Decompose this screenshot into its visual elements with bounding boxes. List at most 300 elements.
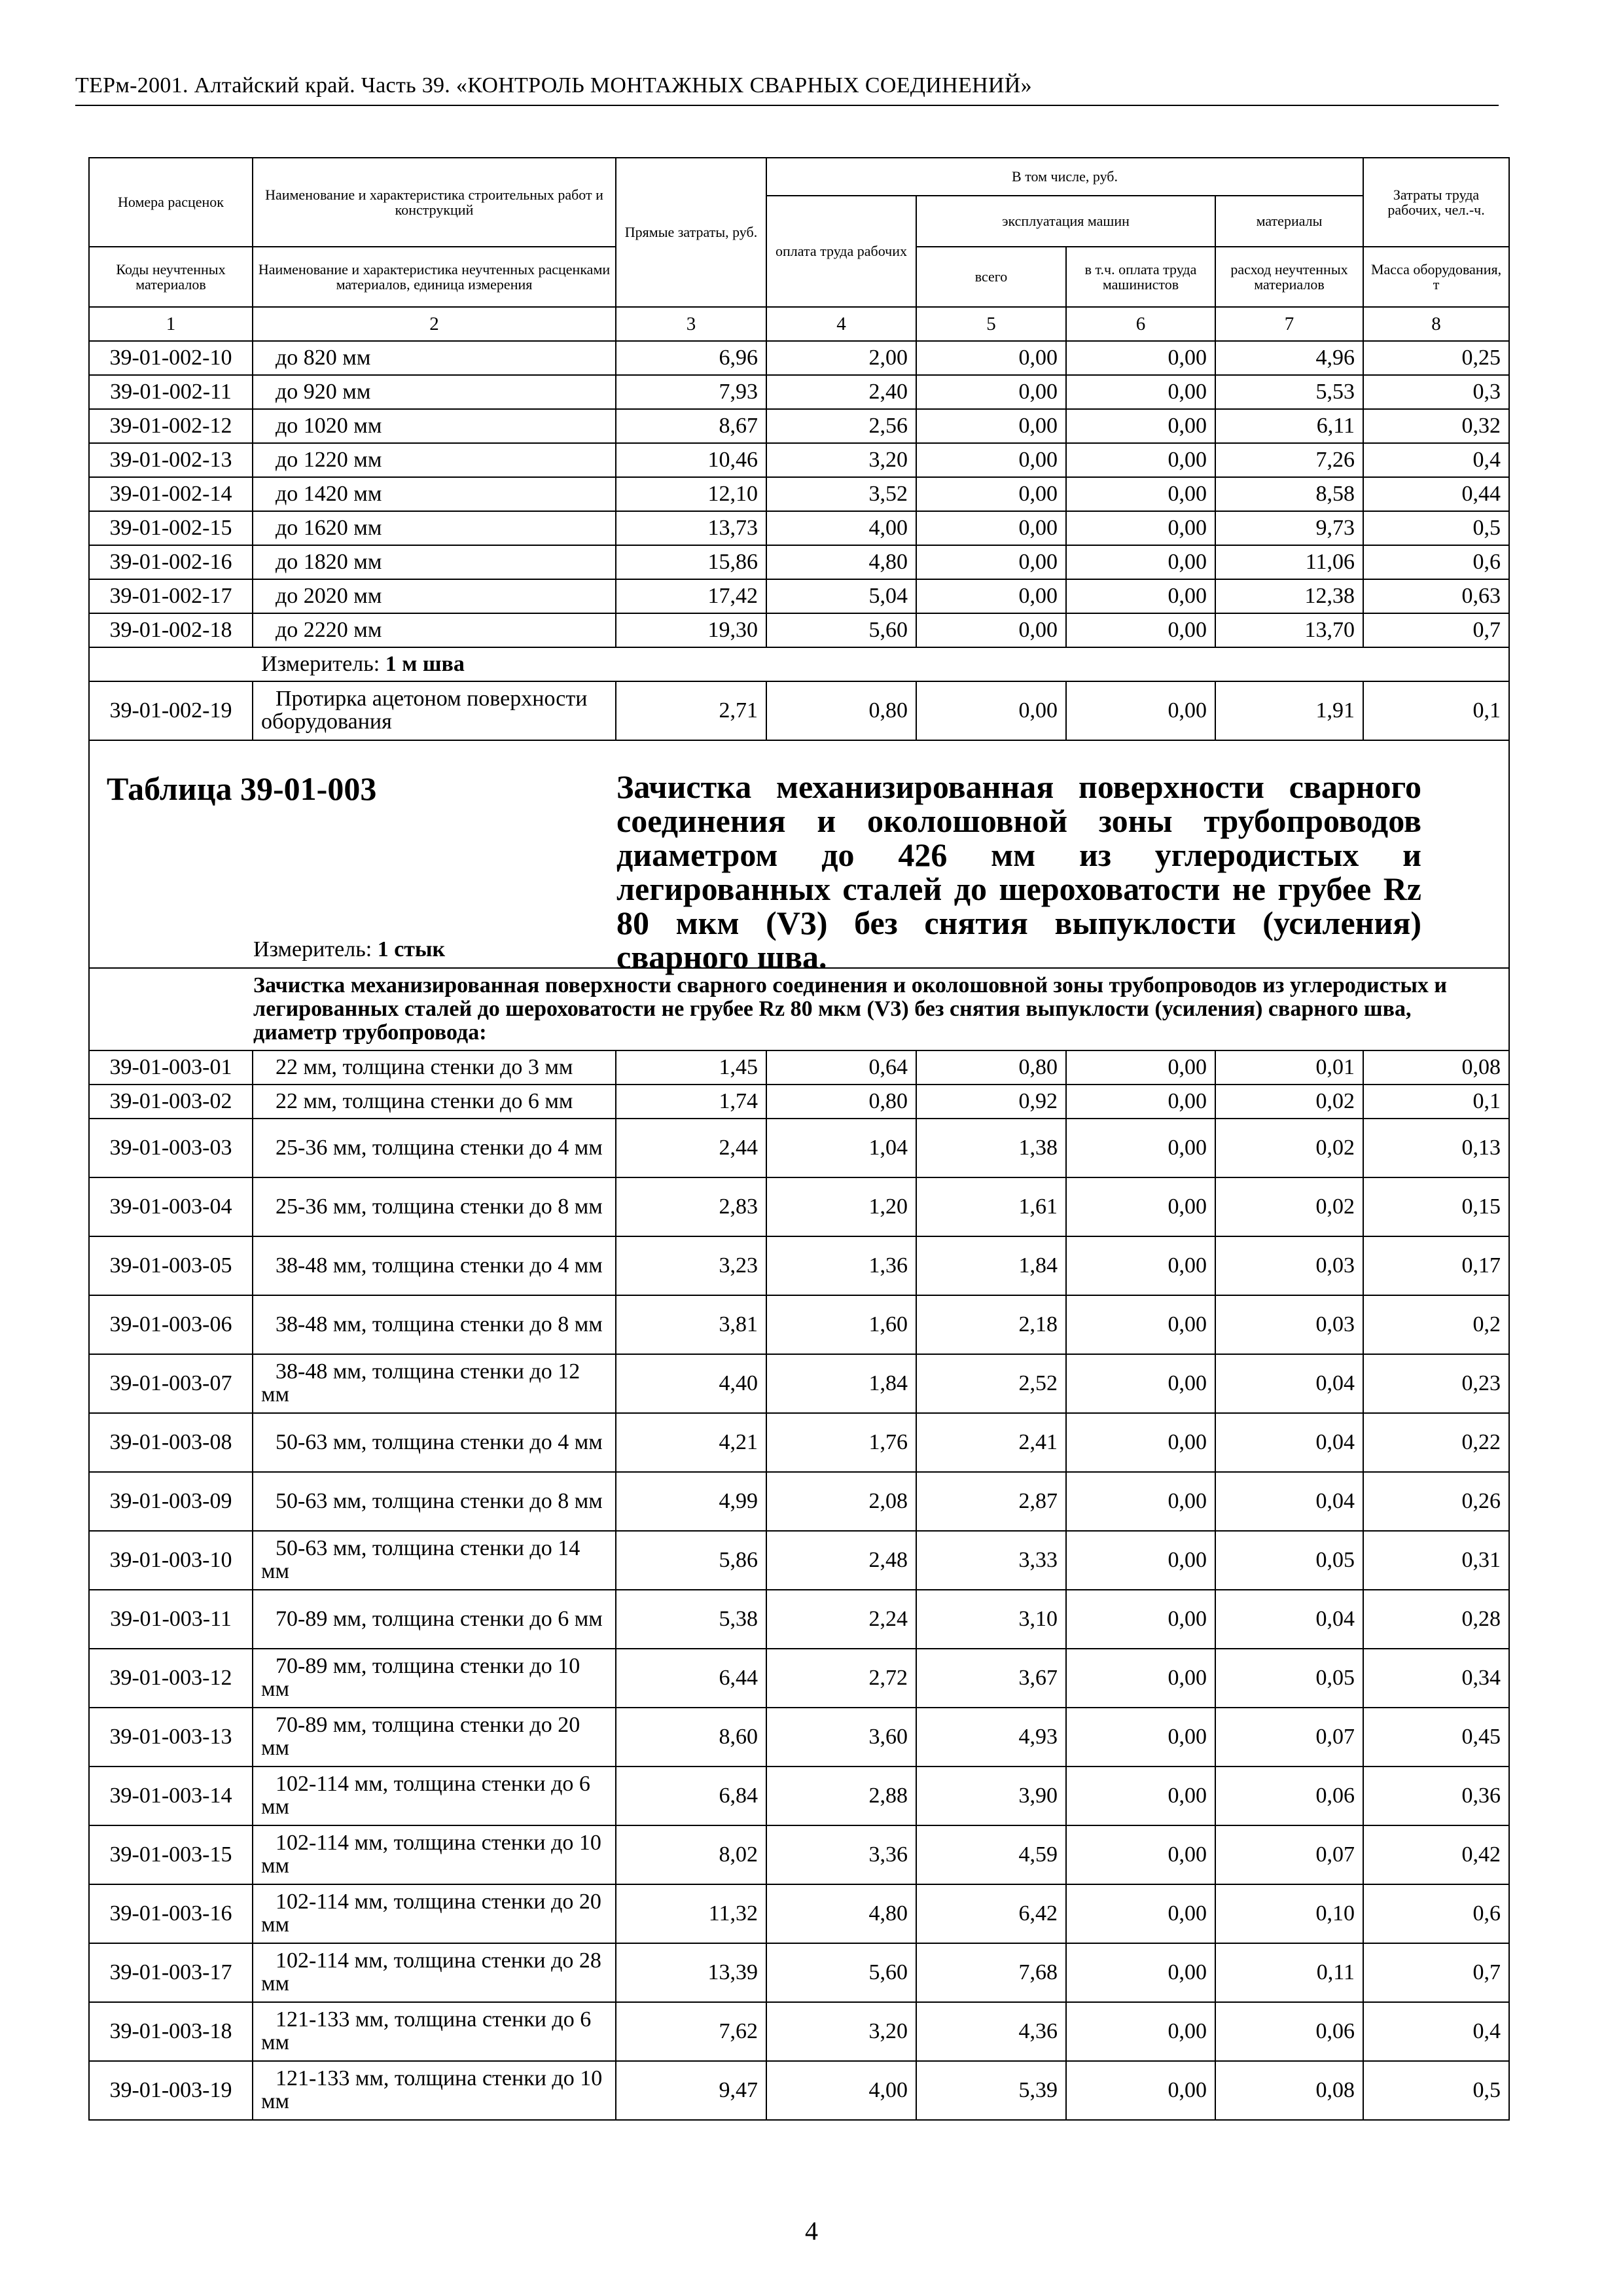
work-name-text: 22 мм, толщина стенки до 3 мм [276,1054,573,1079]
col-num: 2 [253,307,616,341]
machine-cost-cell: 0,92 [916,1085,1066,1119]
materials-cost-cell: 0,11 [1215,1943,1363,2002]
labor-hours-cell: 0,7 [1363,613,1509,647]
direct-cost-cell: 5,86 [616,1531,766,1590]
labor-pay-cell: 2,48 [766,1531,916,1590]
work-name-text: 102-114 мм, толщина стенки до 20 мм [261,1890,601,1937]
labor-hours-cell: 0,17 [1363,1236,1509,1295]
machine-cost-cell: 2,41 [916,1413,1066,1472]
work-name [253,1472,616,1531]
work-name [253,409,616,443]
driver-pay-cell: 0,00 [1066,1708,1215,1767]
work-name-text: до 1620 мм [276,515,382,540]
labor-pay-cell: 1,04 [766,1119,916,1177]
table-row [89,477,1509,511]
materials-cost-cell: 0,01 [1215,1050,1363,1085]
work-name-text: 70-89 мм, толщина стенки до 6 мм [276,1606,603,1631]
work-name-text: 70-89 мм, толщина стенки до 20 мм [261,1713,580,1760]
machine-cost-cell: 0,00 [916,545,1066,579]
direct-cost-cell: 13,73 [616,511,766,545]
rate-code: 39-01-003-10 [89,1531,253,1590]
work-name [253,613,616,647]
work-name [253,2002,616,2061]
labor-pay-cell: 2,88 [766,1767,916,1825]
table-number: Таблица 39-01-003 [107,770,377,807]
col-direct: Прямые затраты, руб. [616,158,766,307]
machine-cost-cell: 5,39 [916,2061,1066,2120]
materials-cost-cell: 0,04 [1215,1354,1363,1413]
labor-hours-cell: 0,15 [1363,1177,1509,1236]
col-mat-use: расход неучтенных материалов [1215,247,1363,307]
work-name-text: 25-36 мм, толщина стенки до 4 мм [276,1135,603,1160]
rate-code: 39-01-003-12 [89,1649,253,1708]
rate-code: 39-01-003-13 [89,1708,253,1767]
labor-pay-cell: 1,76 [766,1413,916,1472]
materials-cost-cell: 6,11 [1215,409,1363,443]
rate-code: 39-01-003-15 [89,1825,253,1884]
table-title-row [89,740,1509,968]
table-row [89,579,1509,613]
work-name [253,341,616,375]
work-name [253,511,616,545]
work-name [253,1050,616,1085]
machine-cost-cell: 0,00 [916,511,1066,545]
machine-cost-cell: 3,10 [916,1590,1066,1649]
driver-pay-cell: 0,00 [1066,1943,1215,2002]
labor-hours-cell: 0,5 [1363,511,1509,545]
col-material-names: Наименование и характеристика неучтенных расценками материалов, единица измерения [253,247,616,307]
driver-pay-cell: 0,00 [1066,1177,1215,1236]
work-name-text: до 920 мм [276,379,371,404]
work-name-text: до 1820 мм [276,549,382,574]
driver-pay-cell: 0,00 [1066,579,1215,613]
driver-pay-cell: 0,00 [1066,443,1215,477]
measure-label: Измеритель: [261,652,385,676]
work-name-text: 102-114 мм, толщина стенки до 28 мм [261,1948,601,1996]
table-row [89,443,1509,477]
direct-cost-cell: 17,42 [616,579,766,613]
col-num: 5 [916,307,1066,341]
work-name-text: 121-133 мм, толщина стенки до 10 мм [261,2066,603,2113]
labor-hours-cell: 0,13 [1363,1119,1509,1177]
work-name-text: 25-36 мм, толщина стенки до 8 мм [276,1194,603,1219]
machine-cost-cell: 0,00 [916,681,1066,740]
work-name-text: 102-114 мм, толщина стенки до 6 мм [261,1772,590,1819]
work-name-text: до 1420 мм [276,481,382,506]
machine-cost-cell: 3,33 [916,1531,1066,1590]
materials-cost-cell: 0,06 [1215,1767,1363,1825]
measure-unit: 1 м шва [385,652,465,676]
work-name [253,1236,616,1295]
machine-cost-cell: 1,84 [916,1236,1066,1295]
materials-cost-cell: 0,02 [1215,1177,1363,1236]
materials-cost-cell: 0,02 [1215,1119,1363,1177]
labor-pay-cell: 0,80 [766,1085,916,1119]
driver-pay-cell: 0,00 [1066,545,1215,579]
labor-hours-cell: 0,31 [1363,1531,1509,1590]
labor-hours-cell: 0,22 [1363,1413,1509,1472]
machine-cost-cell: 0,00 [916,341,1066,375]
col-num: 7 [1215,307,1363,341]
machine-cost-cell: 6,42 [916,1884,1066,1943]
driver-pay-cell: 0,00 [1066,2002,1215,2061]
labor-pay-cell: 2,72 [766,1649,916,1708]
labor-hours-cell: 0,36 [1363,1767,1509,1825]
work-name-text: 38-48 мм, толщина стенки до 4 мм [276,1253,603,1278]
materials-cost-cell: 0,05 [1215,1531,1363,1590]
work-name [253,1884,616,1943]
rate-code: 39-01-003-05 [89,1236,253,1295]
materials-cost-cell: 8,58 [1215,477,1363,511]
work-name [253,375,616,409]
table-row [89,1354,1509,1413]
labor-hours-cell: 0,3 [1363,375,1509,409]
table-row [89,613,1509,647]
labor-hours-cell: 0,34 [1363,1649,1509,1708]
labor-pay-cell: 1,20 [766,1177,916,1236]
table-row [89,1825,1509,1884]
col-num: 1 [89,307,253,341]
table-row [89,2061,1509,2120]
direct-cost-cell: 7,93 [616,375,766,409]
col-num: 4 [766,307,916,341]
direct-cost-cell: 2,83 [616,1177,766,1236]
direct-cost-cell: 15,86 [616,545,766,579]
work-name [253,1708,616,1767]
rate-code: 39-01-003-01 [89,1050,253,1085]
labor-pay-cell: 2,40 [766,375,916,409]
materials-cost-cell: 13,70 [1215,613,1363,647]
rate-code: 39-01-002-11 [89,375,253,409]
rate-code: 39-01-002-16 [89,545,253,579]
materials-cost-cell: 0,05 [1215,1649,1363,1708]
labor-pay-cell: 2,24 [766,1590,916,1649]
work-name-text: до 2020 мм [276,583,382,608]
rate-code: 39-01-003-11 [89,1590,253,1649]
labor-pay-cell: 5,60 [766,1943,916,2002]
labor-pay-cell: 4,00 [766,511,916,545]
direct-cost-cell: 3,81 [616,1295,766,1354]
work-name-text: 102-114 мм, толщина стенки до 10 мм [261,1831,601,1878]
rate-code: 39-01-003-06 [89,1295,253,1354]
rate-code: 39-01-003-04 [89,1177,253,1236]
column-numbers-row [89,307,1509,341]
col-material-codes: Коды неучтенных материалов [89,247,253,307]
table-row [89,1531,1509,1590]
work-name [253,1825,616,1884]
machine-cost-cell: 4,93 [916,1708,1066,1767]
labor-pay-cell: 4,80 [766,545,916,579]
labor-pay-cell: 1,36 [766,1236,916,1295]
direct-cost-cell: 13,39 [616,1943,766,2002]
driver-pay-cell: 0,00 [1066,1649,1215,1708]
materials-cost-cell: 9,73 [1215,511,1363,545]
table-row [89,1472,1509,1531]
driver-pay-cell: 0,00 [1066,511,1215,545]
machine-cost-cell: 4,36 [916,2002,1066,2061]
measure-cell [89,647,1509,681]
labor-hours-cell: 0,5 [1363,2061,1509,2120]
labor-hours-cell: 0,26 [1363,1472,1509,1531]
driver-pay-cell: 0,00 [1066,1531,1215,1590]
labor-hours-cell: 0,4 [1363,2002,1509,2061]
labor-hours-cell: 0,1 [1363,1085,1509,1119]
rate-code: 39-01-003-08 [89,1413,253,1472]
work-name-text: 50-63 мм, толщина стенки до 4 мм [276,1429,603,1454]
table-row [89,1590,1509,1649]
driver-pay-cell: 0,00 [1066,1590,1215,1649]
work-name [253,1943,616,2002]
labor-hours-cell: 0,44 [1363,477,1509,511]
materials-cost-cell: 0,02 [1215,1085,1363,1119]
machine-cost-cell: 4,59 [916,1825,1066,1884]
work-name-text: 22 мм, толщина стенки до 6 мм [276,1088,573,1113]
machine-cost-cell: 2,52 [916,1354,1066,1413]
work-name-text: до 820 мм [276,345,371,370]
driver-pay-cell: 0,00 [1066,1295,1215,1354]
direct-cost-cell: 6,96 [616,341,766,375]
rate-code: 39-01-003-16 [89,1884,253,1943]
machine-cost-cell: 2,87 [916,1472,1066,1531]
measure-unit: 1 стык [377,937,446,961]
running-header: ТЕРм-2001. Алтайский край. Часть 39. «КОНТРОЛЬ МОНТАЖНЫХ СВАРНЫХ СОЕДИНЕНИЙ» [75,73,1032,98]
col-total: всего [916,247,1066,307]
direct-cost-cell: 7,62 [616,2002,766,2061]
header-rule [75,105,1499,106]
materials-cost-cell: 5,53 [1215,375,1363,409]
table-row [89,409,1509,443]
col-num: 6 [1066,307,1215,341]
table-row [89,2002,1509,2061]
materials-cost-cell: 0,04 [1215,1413,1363,1472]
labor-hours-cell: 0,6 [1363,545,1509,579]
work-name-text: 50-63 мм, толщина стенки до 14 мм [261,1536,580,1583]
col-driver-pay: в т.ч. оплата труда машинистов [1066,247,1215,307]
labor-hours-cell: 0,23 [1363,1354,1509,1413]
machine-cost-cell: 0,00 [916,477,1066,511]
driver-pay-cell: 0,00 [1066,477,1215,511]
work-name [253,1531,616,1590]
direct-cost-cell: 19,30 [616,613,766,647]
materials-cost-cell: 0,07 [1215,1825,1363,1884]
col-incl: В том числе, руб. [766,158,1363,196]
table-row [89,511,1509,545]
labor-pay-cell: 2,08 [766,1472,916,1531]
work-name [253,477,616,511]
driver-pay-cell: 0,00 [1066,1884,1215,1943]
materials-cost-cell: 0,03 [1215,1236,1363,1295]
labor-pay-cell: 2,56 [766,409,916,443]
machine-cost-cell: 0,00 [916,443,1066,477]
table-title: Зачистка механизированная поверхности сварного соединения и околошовной зоны трубопроводов диаметром до 426 мм из углеродистых и легированных сталей до шероховатости не грубее Rz 80 мкм (V3) без снятия выпуклости (усиления) сварного шва. [616,768,1421,975]
direct-cost-cell: 3,23 [616,1236,766,1295]
labor-hours-cell: 0,1 [1363,681,1509,740]
labor-hours-cell: 0,42 [1363,1825,1509,1884]
materials-cost-cell: 11,06 [1215,545,1363,579]
materials-cost-cell: 4,96 [1215,341,1363,375]
materials-cost-cell: 0,07 [1215,1708,1363,1767]
machine-cost-cell: 7,68 [916,1943,1066,2002]
work-name [253,1177,616,1236]
direct-cost-cell: 8,02 [616,1825,766,1884]
col-labor-cost: Затраты труда рабочих, чел.-ч. [1363,158,1509,247]
table-row [89,545,1509,579]
work-name [253,1085,616,1119]
driver-pay-cell: 0,00 [1066,1085,1215,1119]
machine-cost-cell: 0,00 [916,613,1066,647]
rate-code: 39-01-003-14 [89,1767,253,1825]
driver-pay-cell: 0,00 [1066,1354,1215,1413]
labor-pay-cell: 3,20 [766,443,916,477]
direct-cost-cell: 11,32 [616,1884,766,1943]
page-number: 4 [805,2216,818,2246]
work-name [253,681,616,740]
driver-pay-cell: 0,00 [1066,1767,1215,1825]
labor-pay-cell: 4,00 [766,2061,916,2120]
section-description: Зачистка механизированная поверхности сварного соединения и околошовной зоны трубопроводов из углеродистых и легированных сталей до шероховатости не грубее Rz 80 мкм (V3) без снятия выпуклости (усиления) сварного шва, диаметр трубопровода: [89,968,1509,1050]
rate-code: 39-01-002-19 [89,681,253,740]
work-name [253,579,616,613]
labor-pay-cell: 5,04 [766,579,916,613]
rate-code: 39-01-002-13 [89,443,253,477]
labor-hours-cell: 0,32 [1363,409,1509,443]
driver-pay-cell: 0,00 [1066,1825,1215,1884]
driver-pay-cell: 0,00 [1066,1236,1215,1295]
work-name [253,1413,616,1472]
table-row [89,1119,1509,1177]
labor-pay-cell: 3,20 [766,2002,916,2061]
materials-cost-cell: 0,10 [1215,1884,1363,1943]
measure-row [89,647,1509,681]
driver-pay-cell: 0,00 [1066,341,1215,375]
work-name-text: до 1220 мм [276,447,382,472]
driver-pay-cell: 0,00 [1066,1119,1215,1177]
materials-cost-cell: 7,26 [1215,443,1363,477]
labor-pay-cell: 0,80 [766,681,916,740]
work-name-text: до 2220 мм [276,617,382,642]
labor-pay-cell: 3,52 [766,477,916,511]
machine-cost-cell: 2,18 [916,1295,1066,1354]
table-row [89,1943,1509,2002]
labor-pay-cell: 3,60 [766,1708,916,1767]
work-name-text: 38-48 мм, толщина стенки до 12 мм [261,1359,580,1407]
rate-code: 39-01-002-14 [89,477,253,511]
materials-cost-cell: 12,38 [1215,579,1363,613]
direct-cost-cell: 4,40 [616,1354,766,1413]
work-name [253,443,616,477]
table-row [89,1050,1509,1085]
direct-cost-cell: 6,44 [616,1649,766,1708]
direct-cost-cell: 8,67 [616,409,766,443]
col-num: 3 [616,307,766,341]
materials-cost-cell: 0,04 [1215,1472,1363,1531]
header-row-1 [89,158,1509,196]
driver-pay-cell: 0,00 [1066,1050,1215,1085]
table-row [89,1767,1509,1825]
rate-code: 39-01-002-18 [89,613,253,647]
work-name [253,1295,616,1354]
direct-cost-cell: 1,45 [616,1050,766,1085]
labor-hours-cell: 0,28 [1363,1590,1509,1649]
machine-cost-cell: 3,90 [916,1767,1066,1825]
work-name [253,1354,616,1413]
col-num: 8 [1363,307,1509,341]
labor-pay-cell: 0,64 [766,1050,916,1085]
labor-hours-cell: 0,45 [1363,1708,1509,1767]
driver-pay-cell: 0,00 [1066,1413,1215,1472]
labor-hours-cell: 0,25 [1363,341,1509,375]
table-row [89,681,1509,740]
machine-cost-cell: 0,00 [916,375,1066,409]
table-measure [253,937,445,962]
machine-cost-cell: 1,61 [916,1177,1066,1236]
col-codes: Номера расценок [89,158,253,247]
labor-hours-cell: 0,4 [1363,443,1509,477]
driver-pay-cell: 0,00 [1066,2061,1215,2120]
work-name-text: 50-63 мм, толщина стенки до 8 мм [276,1488,603,1513]
table-row [89,1649,1509,1708]
machine-cost-cell: 1,38 [916,1119,1066,1177]
labor-pay-cell: 4,80 [766,1884,916,1943]
direct-cost-cell: 4,99 [616,1472,766,1531]
direct-cost-cell: 2,44 [616,1119,766,1177]
driver-pay-cell: 0,00 [1066,409,1215,443]
direct-cost-cell: 4,21 [616,1413,766,1472]
work-name-text: до 1020 мм [276,413,382,438]
machine-cost-cell: 0,00 [916,579,1066,613]
labor-hours-cell: 0,7 [1363,1943,1509,2002]
work-name-text: 121-133 мм, толщина стенки до 6 мм [261,2007,592,2054]
work-name-text: 38-48 мм, толщина стенки до 8 мм [276,1312,603,1336]
machine-cost-cell: 0,00 [916,409,1066,443]
labor-hours-cell: 0,08 [1363,1050,1509,1085]
direct-cost-cell: 9,47 [616,2061,766,2120]
table-row [89,1177,1509,1236]
table-row [89,375,1509,409]
work-name [253,1649,616,1708]
rate-code: 39-01-003-09 [89,1472,253,1531]
table-row [89,1085,1509,1119]
table-row [89,1295,1509,1354]
materials-cost-cell: 1,91 [1215,681,1363,740]
work-name [253,1119,616,1177]
direct-cost-cell: 12,10 [616,477,766,511]
work-name-text: Протирка ацетоном поверхности оборудования [261,687,588,734]
materials-cost-cell: 0,03 [1215,1295,1363,1354]
materials-cost-cell: 0,08 [1215,2061,1363,2120]
work-name [253,545,616,579]
driver-pay-cell: 0,00 [1066,681,1215,740]
rate-code: 39-01-002-17 [89,579,253,613]
driver-pay-cell: 0,00 [1066,1472,1215,1531]
price-table [88,157,1510,2121]
work-name-text: 70-89 мм, толщина стенки до 10 мм [261,1654,580,1701]
work-name [253,1590,616,1649]
direct-cost-cell: 8,60 [616,1708,766,1767]
direct-cost-cell: 6,84 [616,1767,766,1825]
materials-cost-cell: 0,04 [1215,1590,1363,1649]
labor-hours-cell: 0,6 [1363,1884,1509,1943]
table-row [89,1708,1509,1767]
labor-hours-cell: 0,63 [1363,579,1509,613]
direct-cost-cell: 2,71 [616,681,766,740]
labor-pay-cell: 1,60 [766,1295,916,1354]
labor-hours-cell: 0,2 [1363,1295,1509,1354]
rate-code: 39-01-002-15 [89,511,253,545]
table-row [89,1413,1509,1472]
rate-code: 39-01-003-02 [89,1085,253,1119]
driver-pay-cell: 0,00 [1066,613,1215,647]
